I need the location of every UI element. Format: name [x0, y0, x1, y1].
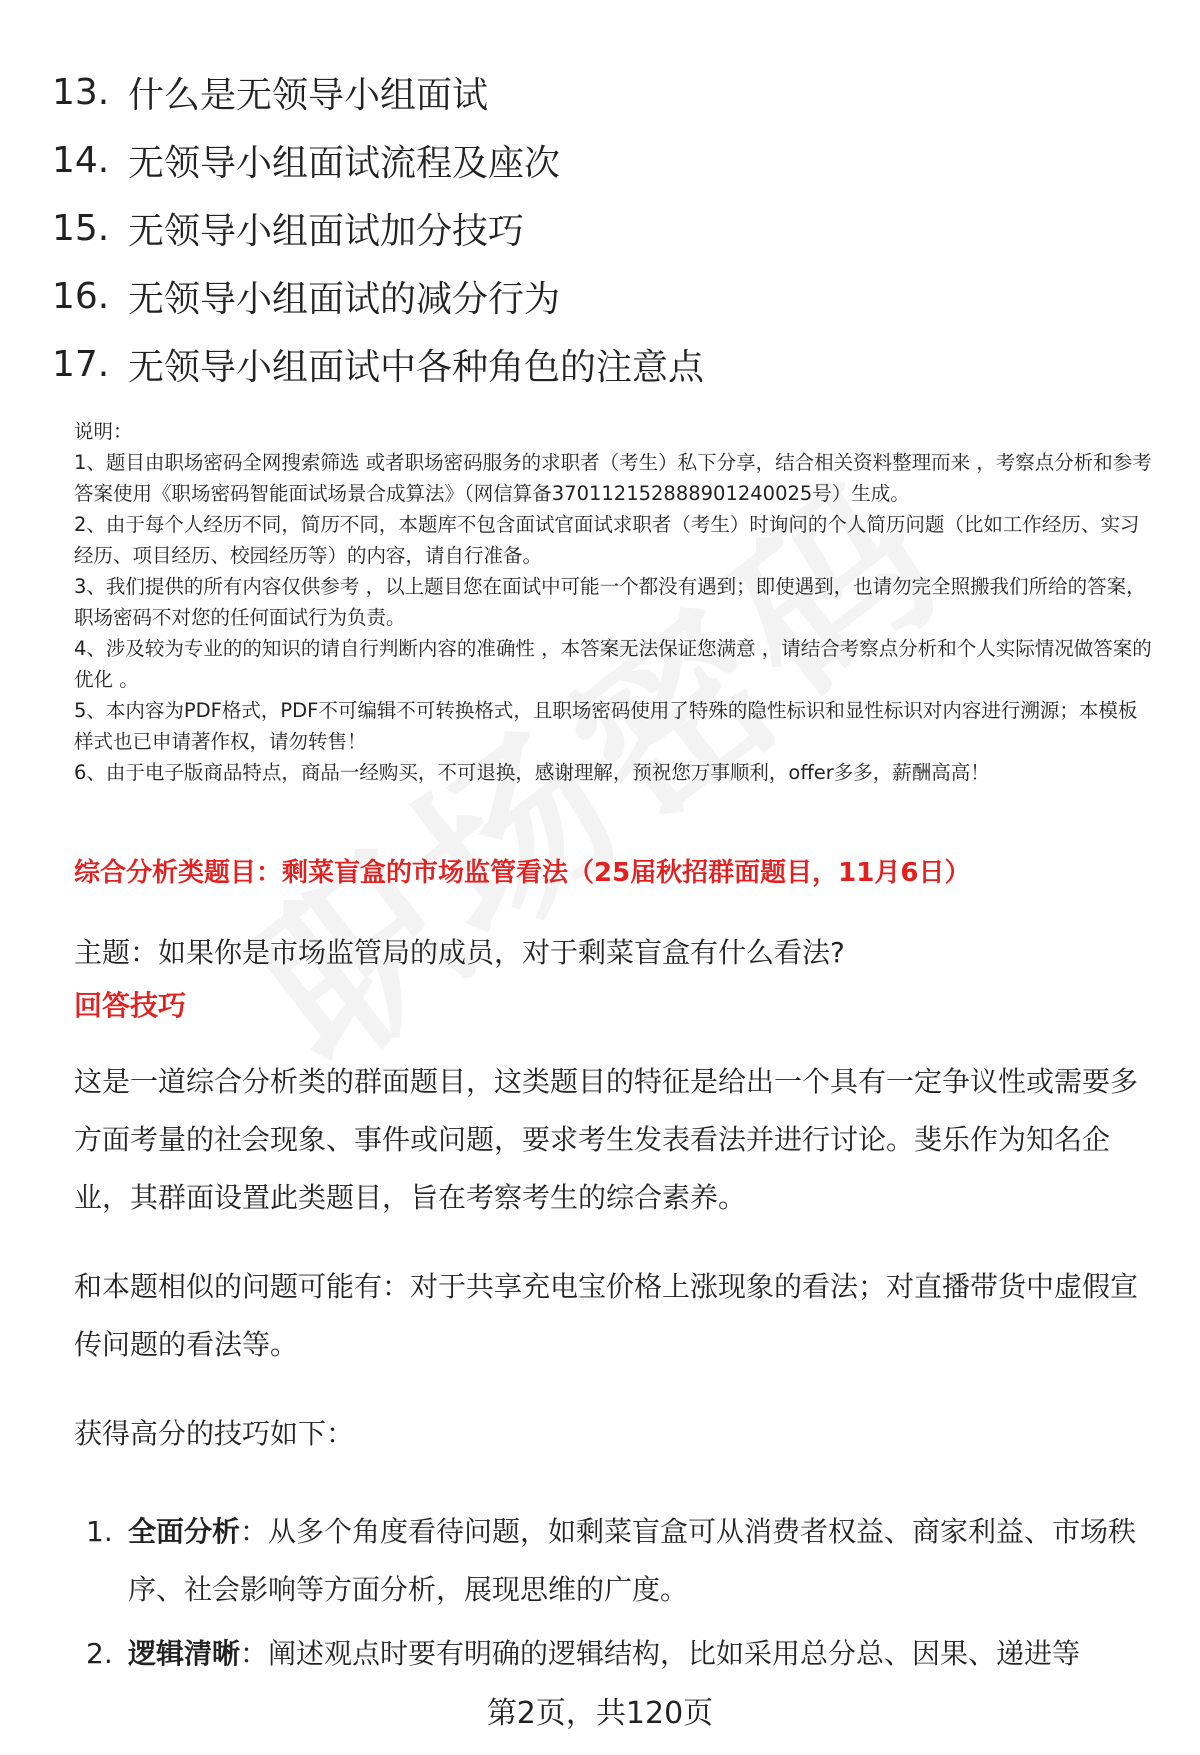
- note-item: 2、由于每个人经历不同，简历不同，本题库不包含面试官面试求职者（考生）时询问的个人简历问题（比如工作经历、实习经历、项目经历、校园经历等）的内容，请自行准备。: [74, 513, 1140, 567]
- tip-text: ：阐述观点时要有明确的逻辑结构，比如采用总分总、因果、递进等: [240, 1637, 1081, 1670]
- toc-number: 14.: [52, 139, 110, 181]
- note-item: 3、我们提供的所有内容仅供参考 ，以上题目您在面试中可能一个都没有遇到；即使遇到，也请勿完全照搬我们所给的答案，职场密码不对您的任何面试行为负责。: [74, 575, 1146, 629]
- toc-text: 无领导小组面试中各种角色的注意点: [128, 346, 705, 388]
- tip-body: [128, 1625, 1148, 1683]
- toc-number: 15.: [52, 207, 110, 249]
- intro-paragraph: 这是一道综合分析类的群面题目，这类题目的特征是给出一个具有一定争议性或需要多方面考量的社会现象、事件或问题，要求考生发表看法并进行讨论。斐乐作为知名企业，其群面设置此类题目，旨在考察考生的综合素养。: [74, 1065, 1139, 1214]
- toc-text: 什么是无领导小组面试: [128, 74, 489, 116]
- page-footer: 第2页，共120页: [486, 1696, 714, 1731]
- toc-item: [52, 262, 704, 330]
- toc-item: [52, 330, 704, 398]
- toc-number: 13.: [52, 71, 110, 113]
- similar-questions-paragraph: 和本题相似的问题可能有：对于共享充电宝价格上涨现象的看法；对直播带货中虚假宣传问题的看法等。: [74, 1270, 1139, 1361]
- tip-item: [86, 1625, 1156, 1683]
- toc-text: 无领导小组面试的减分行为: [128, 278, 561, 320]
- toc-item: [52, 58, 704, 126]
- notes-heading: 说明：: [74, 420, 133, 443]
- note-item: 5、本内容为PDF格式，PDF不可编辑不可转换格式，且职场密码使用了特殊的隐性标识和显性标识对内容进行溯源；本模板样式也已申请著作权，请勿转售！: [74, 699, 1138, 753]
- note-item: 1、题目由职场密码全网搜索筛选 或者职场密码服务的求职者（考生）私下分享，结合相关资料整理而来 ，考察点分析和参考答案使用《职场密码智能面试场景合成算法》（网信算备370112152888901240025号）生成。: [74, 451, 1152, 505]
- toc-list: [52, 58, 704, 398]
- tip-number: 2.: [86, 1637, 113, 1670]
- section-title: 综合分析类题目：剩菜盲盒的市场监管看法（25届秋招群面题目，11月6日）: [74, 858, 971, 888]
- tip-number: 1.: [86, 1515, 113, 1548]
- tips-heading: 回答技巧: [74, 989, 187, 1022]
- tips-intro-paragraph: 获得高分的技巧如下：: [74, 1417, 355, 1450]
- tip-keyword: 全面分析: [128, 1515, 241, 1548]
- tips-list: [86, 1503, 1156, 1689]
- note-item: 4、涉及较为专业的的知识的请自行判断内容的准确性 ，本答案无法保证您满意 ，请结合考察点分析和个人实际情况做答案的优化 。: [74, 637, 1152, 691]
- toc-number: 17.: [52, 343, 110, 385]
- toc-text: 无领导小组面试流程及座次: [128, 142, 561, 184]
- toc-item: [52, 194, 704, 262]
- toc-item: [52, 126, 704, 194]
- notes-block: [74, 416, 1154, 788]
- note-item: 6、由于电子版商品特点，商品一经购买，不可退换，感谢理解，预祝您万事顺利，offer多多，薪酬高高！: [74, 761, 990, 784]
- tip-item: [86, 1503, 1156, 1619]
- topic-line: 主题：如果你是市场监管局的成员，对于剩菜盲盒有什么看法?: [74, 936, 845, 969]
- tip-text: ：从多个角度看待问题，如剩菜盲盒可从消费者权益、商家利益、市场秩序、社会影响等方面分析，展现思维的广度。: [128, 1515, 1137, 1606]
- toc-text: 无领导小组面试加分技巧: [128, 210, 525, 252]
- tip-keyword: 逻辑清晰: [128, 1637, 241, 1670]
- toc-number: 16.: [52, 275, 110, 317]
- tip-body: [128, 1503, 1148, 1619]
